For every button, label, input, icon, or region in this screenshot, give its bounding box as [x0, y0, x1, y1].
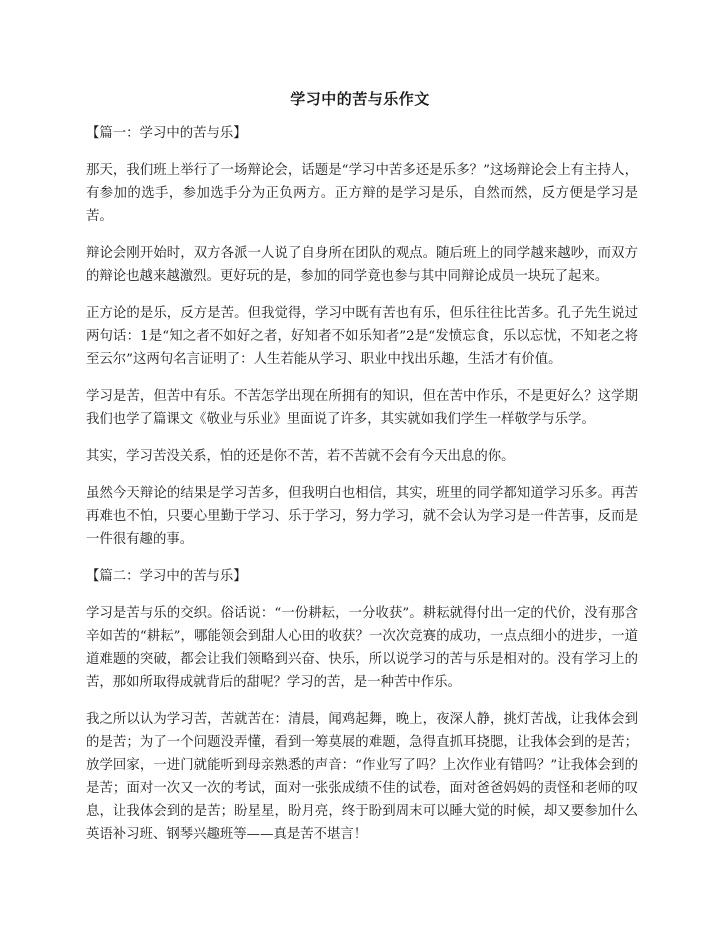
paragraph: 辩论会刚开始时，双方各派一人说了自身所在团队的观点。随后班上的同学越来越吵，而双方的辩论也越来越激烈。更好玩的是，参加的同学竟也参与其中同辩论成员一块玩了起来。: [86, 246, 638, 284]
section-heading: 【篇一：学习中的苦与乐】: [86, 126, 247, 141]
paragraph: 虽然今天辩论的结果是学习苦多，但我明白也相信，其实，班里的同学都知道学习乐多。再苦再难也不怕，只要心里勤于学习、乐于学习，努力学习，就不会认为学习是一件苦事，反而是一件很有趣的事。: [86, 486, 638, 547]
paragraph: 正方论的是乐，反方是苦。但我觉得，学习中既有苦也有乐，但乐往往比苦多。孔子先生说过两句话：1是“知之者不如好之者，好知者不如乐知者”2是“发愤忘食，乐以忘忧，不知老之将至云尔”这两句名言证明了：人生若能从学习、职业中找出乐趣，生活才有价值。: [86, 306, 638, 367]
paragraph: 我之所以认为学习苦，苦就苦在：清晨，闻鸡起舞，晚上，夜深人静，挑灯苦战，让我体会到的是苦；为了一个问题没弄懂，看到一筹莫展的难题，急得直抓耳挠腮，让我体会到的是苦；放学回家，一进门就能听到母亲熟悉的声音：“作业写了吗？上次作业有错吗？”让我体会到的是苦；面对一次又一次的考试，面对一张张成绩不佳的试卷，面对爸爸妈妈的责怪和老师的叹息，让我体会到的是苦；盼星星，盼月亮，终于盼到周末可以睡大觉的时候，却又要参加什么英语补习班、钢琴兴趣班等——真是苦不堪言！: [86, 712, 638, 842]
document-body: [86, 122, 638, 860]
paragraph: 学习是苦，但苦中有乐。不苦怎学出现在所拥有的知识，但在苦中作乐，不是更好么？这学期我们也学了篇课文《敬业与乐业》里面说了许多，其实就如我们学生一样敬学与乐学。: [86, 389, 638, 427]
paragraph: 学习是苦与乐的交织。俗话说：“一份耕耘，一分收获”。耕耘就得付出一定的代价，没有那含辛如苦的“耕耘”，哪能领会到甜人心田的收获？一次次竞赛的成功，一点点细小的进步，一道道难题的突破，都会让我们领略到兴奋、快乐，所以说学习的苦与乐是相对的。没有学习上的苦，那如所取得成就背后的甜呢？学习的苦，是一种苦中作乐。: [86, 606, 638, 690]
paragraph: 其实，学习苦没关系，怕的还是你不苦，若不苦就不会有今天出息的你。: [86, 449, 515, 464]
document-title: 学习中的苦与乐作文: [290, 90, 430, 108]
section-heading: 【篇二：学习中的苦与乐】: [86, 569, 247, 584]
section-2: [86, 565, 638, 846]
paragraph: 那天，我们班上举行了一场辩论会，话题是“学习中苦多还是乐多？”这场辩论会上有主持人，有参加的选手，参加选手分为正负两方。正方辩的是学习是乐，自然而然，反方便是学习是苦。: [86, 163, 638, 224]
section-1: [86, 122, 638, 551]
